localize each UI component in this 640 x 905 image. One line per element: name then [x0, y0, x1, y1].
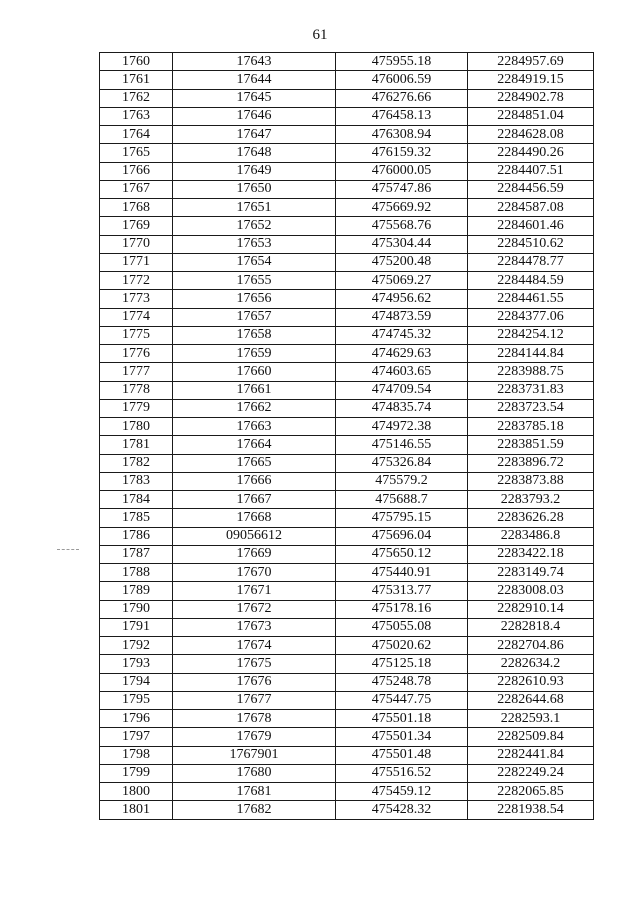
row-index-cell: 1765: [100, 144, 173, 162]
row-index-cell: 1761: [100, 71, 173, 89]
table-row: [100, 783, 594, 801]
row-index-cell: 1771: [100, 253, 173, 271]
table-row: [100, 345, 594, 363]
table-row: [100, 162, 594, 180]
table-row: [100, 472, 594, 490]
row-index-cell: 1799: [100, 764, 173, 782]
y-coordinate-cell: 2284407.51: [468, 162, 594, 180]
table-row: [100, 801, 594, 819]
x-coordinate-cell: 475579.2: [336, 472, 468, 490]
y-coordinate-cell: 2283731.83: [468, 381, 594, 399]
y-coordinate-cell: 2284510.62: [468, 235, 594, 253]
y-coordinate-cell: 2284851.04: [468, 107, 594, 125]
row-index-cell: 1788: [100, 564, 173, 582]
x-coordinate-cell: 475440.91: [336, 564, 468, 582]
point-id-cell: 1767901: [173, 746, 336, 764]
point-id-cell: 17666: [173, 472, 336, 490]
table-row: [100, 418, 594, 436]
x-coordinate-cell: 475248.78: [336, 673, 468, 691]
scan-artifact-mark: [57, 549, 79, 552]
x-coordinate-cell: 476159.32: [336, 144, 468, 162]
point-id-cell: 17672: [173, 600, 336, 618]
row-index-cell: 1767: [100, 180, 173, 198]
table-row: [100, 509, 594, 527]
x-coordinate-cell: 475501.34: [336, 728, 468, 746]
table-row: [100, 71, 594, 89]
table-row: [100, 235, 594, 253]
point-id-cell: 17681: [173, 783, 336, 801]
y-coordinate-cell: 2284628.08: [468, 126, 594, 144]
row-index-cell: 1791: [100, 618, 173, 636]
point-id-cell: 17675: [173, 655, 336, 673]
point-id-cell: 17657: [173, 308, 336, 326]
x-coordinate-cell: 475146.55: [336, 436, 468, 454]
table-row: [100, 527, 594, 545]
row-index-cell: 1781: [100, 436, 173, 454]
x-coordinate-cell: 474629.63: [336, 345, 468, 363]
point-id-cell: 17655: [173, 272, 336, 290]
table-row: [100, 53, 594, 71]
x-coordinate-cell: 475696.04: [336, 527, 468, 545]
point-id-cell: 17670: [173, 564, 336, 582]
table-row: [100, 290, 594, 308]
x-coordinate-cell: 475326.84: [336, 454, 468, 472]
x-coordinate-cell: 475688.7: [336, 491, 468, 509]
row-index-cell: 1796: [100, 710, 173, 728]
y-coordinate-cell: 2284377.06: [468, 308, 594, 326]
table-row: [100, 144, 594, 162]
table-row: [100, 746, 594, 764]
x-coordinate-cell: 476006.59: [336, 71, 468, 89]
x-coordinate-cell: 476308.94: [336, 126, 468, 144]
x-coordinate-cell: 475650.12: [336, 545, 468, 563]
y-coordinate-cell: 2283988.75: [468, 363, 594, 381]
point-id-cell: 17667: [173, 491, 336, 509]
row-index-cell: 1772: [100, 272, 173, 290]
y-coordinate-cell: 2283723.54: [468, 399, 594, 417]
point-id-cell: 17674: [173, 637, 336, 655]
x-coordinate-cell: 475055.08: [336, 618, 468, 636]
table-row: [100, 253, 594, 271]
y-coordinate-cell: 2283422.18: [468, 545, 594, 563]
point-id-cell: 17660: [173, 363, 336, 381]
y-coordinate-cell: 2282593.1: [468, 710, 594, 728]
row-index-cell: 1778: [100, 381, 173, 399]
x-coordinate-cell: 475501.18: [336, 710, 468, 728]
x-coordinate-cell: 475795.15: [336, 509, 468, 527]
y-coordinate-cell: 2282065.85: [468, 783, 594, 801]
point-id-cell: 17651: [173, 199, 336, 217]
x-coordinate-cell: 474972.38: [336, 418, 468, 436]
point-id-cell: 17646: [173, 107, 336, 125]
point-id-cell: 17680: [173, 764, 336, 782]
x-coordinate-cell: 475501.48: [336, 746, 468, 764]
row-index-cell: 1794: [100, 673, 173, 691]
x-coordinate-cell: 474873.59: [336, 308, 468, 326]
row-index-cell: 1786: [100, 527, 173, 545]
point-id-cell: 17676: [173, 673, 336, 691]
coordinates-table: [99, 52, 594, 820]
point-id-cell: 17682: [173, 801, 336, 819]
x-coordinate-cell: 475069.27: [336, 272, 468, 290]
y-coordinate-cell: 2284478.77: [468, 253, 594, 271]
row-index-cell: 1787: [100, 545, 173, 563]
row-index-cell: 1790: [100, 600, 173, 618]
row-index-cell: 1776: [100, 345, 173, 363]
row-index-cell: 1770: [100, 235, 173, 253]
y-coordinate-cell: 2284484.59: [468, 272, 594, 290]
y-coordinate-cell: 2284456.59: [468, 180, 594, 198]
point-id-cell: 17647: [173, 126, 336, 144]
y-coordinate-cell: 2282509.84: [468, 728, 594, 746]
x-coordinate-cell: 474709.54: [336, 381, 468, 399]
table-row: [100, 308, 594, 326]
page-number: 61: [312, 27, 328, 43]
point-id-cell: 17671: [173, 582, 336, 600]
row-index-cell: 1764: [100, 126, 173, 144]
y-coordinate-cell: 2284957.69: [468, 53, 594, 71]
row-index-cell: 1784: [100, 491, 173, 509]
y-coordinate-cell: 2283785.18: [468, 418, 594, 436]
row-index-cell: 1798: [100, 746, 173, 764]
table-row: [100, 217, 594, 235]
row-index-cell: 1783: [100, 472, 173, 490]
point-id-cell: 17668: [173, 509, 336, 527]
table-row: [100, 618, 594, 636]
table-row: [100, 764, 594, 782]
x-coordinate-cell: 475568.76: [336, 217, 468, 235]
x-coordinate-cell: 474603.65: [336, 363, 468, 381]
row-index-cell: 1785: [100, 509, 173, 527]
y-coordinate-cell: 2283486.8: [468, 527, 594, 545]
row-index-cell: 1763: [100, 107, 173, 125]
row-index-cell: 1782: [100, 454, 173, 472]
point-id-cell: 17663: [173, 418, 336, 436]
table-row: [100, 600, 594, 618]
table-row: [100, 491, 594, 509]
y-coordinate-cell: 2284254.12: [468, 326, 594, 344]
row-index-cell: 1774: [100, 308, 173, 326]
point-id-cell: 17649: [173, 162, 336, 180]
row-index-cell: 1792: [100, 637, 173, 655]
point-id-cell: 17645: [173, 89, 336, 107]
table-row: [100, 673, 594, 691]
row-index-cell: 1769: [100, 217, 173, 235]
table-row: [100, 107, 594, 125]
y-coordinate-cell: 2281938.54: [468, 801, 594, 819]
point-id-cell: 17644: [173, 71, 336, 89]
row-index-cell: 1779: [100, 399, 173, 417]
table-row: [100, 655, 594, 673]
x-coordinate-cell: 475304.44: [336, 235, 468, 253]
table-row: [100, 728, 594, 746]
row-index-cell: 1801: [100, 801, 173, 819]
point-id-cell: 17673: [173, 618, 336, 636]
y-coordinate-cell: 2283873.88: [468, 472, 594, 490]
y-coordinate-cell: 2282818.4: [468, 618, 594, 636]
x-coordinate-cell: 475747.86: [336, 180, 468, 198]
table-row: [100, 399, 594, 417]
row-index-cell: 1760: [100, 53, 173, 71]
table-row: [100, 564, 594, 582]
y-coordinate-cell: 2284490.26: [468, 144, 594, 162]
point-id-cell: 17648: [173, 144, 336, 162]
point-id-cell: 17658: [173, 326, 336, 344]
point-id-cell: 17664: [173, 436, 336, 454]
y-coordinate-cell: 2283793.2: [468, 491, 594, 509]
row-index-cell: 1780: [100, 418, 173, 436]
x-coordinate-cell: 476276.66: [336, 89, 468, 107]
table-row: [100, 180, 594, 198]
row-index-cell: 1793: [100, 655, 173, 673]
x-coordinate-cell: 475516.52: [336, 764, 468, 782]
row-index-cell: 1789: [100, 582, 173, 600]
row-index-cell: 1766: [100, 162, 173, 180]
table-row: [100, 381, 594, 399]
point-id-cell: 17650: [173, 180, 336, 198]
table-row: [100, 363, 594, 381]
table-row: [100, 436, 594, 454]
y-coordinate-cell: 2284601.46: [468, 217, 594, 235]
point-id-cell: 17643: [173, 53, 336, 71]
y-coordinate-cell: 2282634.2: [468, 655, 594, 673]
table-row: [100, 582, 594, 600]
point-id-cell: 17653: [173, 235, 336, 253]
table-row: [100, 454, 594, 472]
x-coordinate-cell: 476458.13: [336, 107, 468, 125]
coordinates-table-body: [100, 53, 594, 820]
x-coordinate-cell: 475020.62: [336, 637, 468, 655]
y-coordinate-cell: 2282644.68: [468, 691, 594, 709]
y-coordinate-cell: 2282441.84: [468, 746, 594, 764]
row-index-cell: 1773: [100, 290, 173, 308]
row-index-cell: 1762: [100, 89, 173, 107]
y-coordinate-cell: 2282249.24: [468, 764, 594, 782]
point-id-cell: 17678: [173, 710, 336, 728]
y-coordinate-cell: 2283626.28: [468, 509, 594, 527]
row-index-cell: 1795: [100, 691, 173, 709]
y-coordinate-cell: 2282704.86: [468, 637, 594, 655]
y-coordinate-cell: 2283851.59: [468, 436, 594, 454]
point-id-cell: 17665: [173, 454, 336, 472]
point-id-cell: 17654: [173, 253, 336, 271]
y-coordinate-cell: 2284144.84: [468, 345, 594, 363]
point-id-cell: 17677: [173, 691, 336, 709]
point-id-cell: 17662: [173, 399, 336, 417]
row-index-cell: 1777: [100, 363, 173, 381]
table-row: [100, 545, 594, 563]
x-coordinate-cell: 474956.62: [336, 290, 468, 308]
row-index-cell: 1797: [100, 728, 173, 746]
y-coordinate-cell: 2284902.78: [468, 89, 594, 107]
table-row: [100, 637, 594, 655]
y-coordinate-cell: 2284461.55: [468, 290, 594, 308]
x-coordinate-cell: 475200.48: [336, 253, 468, 271]
x-coordinate-cell: 474745.32: [336, 326, 468, 344]
y-coordinate-cell: 2283896.72: [468, 454, 594, 472]
point-id-cell: 17661: [173, 381, 336, 399]
point-id-cell: 17659: [173, 345, 336, 363]
row-index-cell: 1775: [100, 326, 173, 344]
y-coordinate-cell: 2283149.74: [468, 564, 594, 582]
x-coordinate-cell: 475178.16: [336, 600, 468, 618]
table-row: [100, 710, 594, 728]
y-coordinate-cell: 2284587.08: [468, 199, 594, 217]
table-row: [100, 326, 594, 344]
table-row: [100, 89, 594, 107]
y-coordinate-cell: 2283008.03: [468, 582, 594, 600]
y-coordinate-cell: 2282910.14: [468, 600, 594, 618]
x-coordinate-cell: 475125.18: [336, 655, 468, 673]
x-coordinate-cell: 476000.05: [336, 162, 468, 180]
x-coordinate-cell: 475669.92: [336, 199, 468, 217]
table-row: [100, 126, 594, 144]
point-id-cell: 09056612: [173, 527, 336, 545]
y-coordinate-cell: 2282610.93: [468, 673, 594, 691]
row-index-cell: 1800: [100, 783, 173, 801]
x-coordinate-cell: 475428.32: [336, 801, 468, 819]
table-row: [100, 199, 594, 217]
y-coordinate-cell: 2284919.15: [468, 71, 594, 89]
table-row: [100, 691, 594, 709]
x-coordinate-cell: 474835.74: [336, 399, 468, 417]
x-coordinate-cell: 475459.12: [336, 783, 468, 801]
table-row: [100, 272, 594, 290]
point-id-cell: 17669: [173, 545, 336, 563]
x-coordinate-cell: 475447.75: [336, 691, 468, 709]
row-index-cell: 1768: [100, 199, 173, 217]
point-id-cell: 17679: [173, 728, 336, 746]
x-coordinate-cell: 475313.77: [336, 582, 468, 600]
point-id-cell: 17656: [173, 290, 336, 308]
point-id-cell: 17652: [173, 217, 336, 235]
x-coordinate-cell: 475955.18: [336, 53, 468, 71]
